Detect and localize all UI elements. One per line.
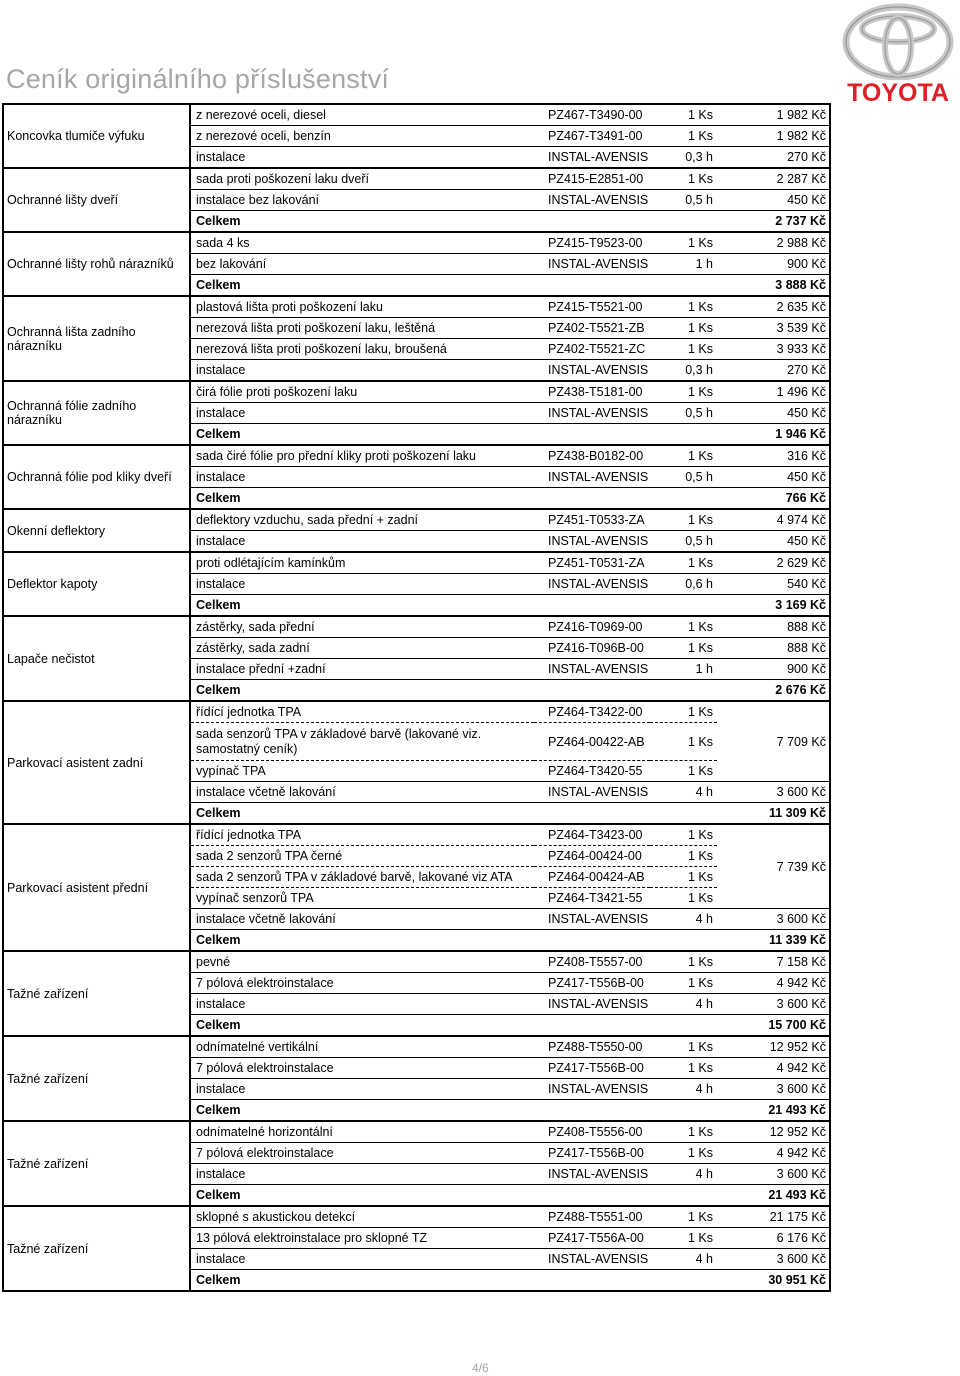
category-label: Koncovka tlumiče výfuku	[3, 104, 190, 168]
item-quantity: 1 Ks	[650, 232, 717, 254]
item-price: 270 Kč	[717, 360, 830, 382]
item-description: sada senzorů TPA v základové barvě (lakované viz. samostatný ceník)	[190, 723, 534, 761]
item-description: 7 pólová elektroinstalace	[190, 1058, 534, 1079]
item-code: INSTAL-AVENSIS	[534, 1164, 650, 1185]
total-price: 30 951 Kč	[717, 1270, 830, 1292]
item-code: PZ416-T096B-00	[534, 638, 650, 659]
item-description: instalace včetně lakování	[190, 909, 534, 930]
item-quantity: 4 h	[650, 1079, 717, 1100]
item-quantity	[650, 488, 717, 510]
item-quantity: 1 Ks	[650, 1121, 717, 1143]
item-price: 7 709 Kč	[717, 701, 830, 782]
item-quantity: 1 Ks	[650, 1143, 717, 1164]
item-quantity: 0,3 h	[650, 360, 717, 382]
item-price: 3 600 Kč	[717, 994, 830, 1015]
item-quantity: 1 Ks	[650, 445, 717, 467]
item-quantity: 4 h	[650, 1164, 717, 1185]
item-price: 6 176 Kč	[717, 1228, 830, 1249]
item-quantity	[650, 211, 717, 233]
toyota-emblem-icon	[836, 2, 960, 80]
category-label: Ochranná lišta zadního nárazníku	[3, 296, 190, 381]
item-code: INSTAL-AVENSIS	[534, 909, 650, 930]
item-quantity	[650, 424, 717, 446]
item-code: PZ417-T556B-00	[534, 1143, 650, 1164]
item-quantity: 1 Ks	[650, 701, 717, 723]
item-price: 12 952 Kč	[717, 1121, 830, 1143]
table-row	[3, 168, 830, 190]
category-label: Lapače nečistot	[3, 616, 190, 701]
table-row	[3, 1121, 830, 1143]
item-code: PZ402-T5521-ZB	[534, 318, 650, 339]
category-label: Parkovací asistent přední	[3, 824, 190, 951]
item-code: PZ417-T556B-00	[534, 1058, 650, 1079]
item-price: 1 496 Kč	[717, 381, 830, 403]
item-code	[534, 1100, 650, 1122]
total-label: Celkem	[190, 275, 534, 297]
category-label: Deflektor kapoty	[3, 552, 190, 616]
table-row	[3, 104, 830, 126]
item-description: sklopné s akustickou detekcí	[190, 1206, 534, 1228]
total-label: Celkem	[190, 930, 534, 952]
item-description: sada 2 senzorů TPA černé	[190, 846, 534, 867]
item-price: 3 600 Kč	[717, 1164, 830, 1185]
toyota-logo	[836, 2, 960, 106]
item-code: PZ464-00422-AB	[534, 723, 650, 761]
item-code: PZ488-T5551-00	[534, 1206, 650, 1228]
item-quantity: 1 Ks	[650, 888, 717, 909]
item-price: 2 629 Kč	[717, 552, 830, 574]
item-price: 1 982 Kč	[717, 126, 830, 147]
table-row	[3, 1036, 830, 1058]
item-description: pevné	[190, 951, 534, 973]
item-code	[534, 275, 650, 297]
item-quantity: 1 Ks	[650, 951, 717, 973]
item-description: nerezová lišta proti poškození laku, leštěná	[190, 318, 534, 339]
total-price: 2 676 Kč	[717, 680, 830, 702]
item-code: PZ464-T3422-00	[534, 701, 650, 723]
item-quantity: 0,5 h	[650, 531, 717, 553]
item-description: instalace	[190, 994, 534, 1015]
item-description: sada 2 senzorů TPA v základové barvě, lakované viz ATA	[190, 867, 534, 888]
item-description: instalace	[190, 1164, 534, 1185]
item-price: 900 Kč	[717, 254, 830, 275]
item-quantity: 4 h	[650, 909, 717, 930]
item-description: sada proti poškození laku dveří	[190, 168, 534, 190]
item-code: INSTAL-AVENSIS	[534, 147, 650, 169]
item-quantity: 1 h	[650, 659, 717, 680]
item-description: řídící jednotka TPA	[190, 824, 534, 846]
item-description: sada čiré fólie pro přední kliky proti poškození laku	[190, 445, 534, 467]
item-description: instalace přední +zadní	[190, 659, 534, 680]
item-code: PZ416-T0969-00	[534, 616, 650, 638]
table-row	[3, 509, 830, 531]
logo-wordmark: TOYOTA	[847, 79, 949, 107]
category-label: Okenní deflektory	[3, 509, 190, 552]
item-quantity	[650, 275, 717, 297]
item-quantity: 0,5 h	[650, 403, 717, 424]
item-quantity	[650, 803, 717, 825]
item-quantity: 1 Ks	[650, 1058, 717, 1079]
item-code	[534, 1270, 650, 1292]
table-row	[3, 1206, 830, 1228]
category-label: Tažné zařízení	[3, 951, 190, 1036]
item-price: 450 Kč	[717, 467, 830, 488]
item-description: 7 pólová elektroinstalace	[190, 1143, 534, 1164]
item-code: INSTAL-AVENSIS	[534, 782, 650, 803]
item-price: 4 942 Kč	[717, 973, 830, 994]
item-price: 21 175 Kč	[717, 1206, 830, 1228]
item-quantity: 1 Ks	[650, 296, 717, 318]
item-quantity: 1 Ks	[650, 339, 717, 360]
item-price: 888 Kč	[717, 616, 830, 638]
total-price: 11 309 Kč	[717, 803, 830, 825]
item-code: INSTAL-AVENSIS	[534, 360, 650, 382]
item-code: PZ408-T5557-00	[534, 951, 650, 973]
item-price: 3 600 Kč	[717, 782, 830, 803]
item-quantity	[650, 930, 717, 952]
item-quantity: 1 Ks	[650, 761, 717, 782]
item-quantity	[650, 595, 717, 617]
table-row	[3, 296, 830, 318]
category-label: Tažné zařízení	[3, 1206, 190, 1291]
table-row	[3, 381, 830, 403]
item-code: PZ438-B0182-00	[534, 445, 650, 467]
item-price: 12 952 Kč	[717, 1036, 830, 1058]
item-description: zástěrky, sada přední	[190, 616, 534, 638]
item-quantity	[650, 1185, 717, 1207]
item-code: INSTAL-AVENSIS	[534, 531, 650, 553]
total-price: 3 169 Kč	[717, 595, 830, 617]
item-description: bez lakování	[190, 254, 534, 275]
item-code: PZ402-T5521-ZC	[534, 339, 650, 360]
item-price: 3 600 Kč	[717, 1079, 830, 1100]
item-description: vypínač senzorů TPA	[190, 888, 534, 909]
item-description: čirá fólie proti poškození laku	[190, 381, 534, 403]
item-quantity: 1 Ks	[650, 973, 717, 994]
item-description: instalace	[190, 531, 534, 553]
item-price: 3 539 Kč	[717, 318, 830, 339]
item-code: PZ464-00424-AB	[534, 867, 650, 888]
item-code: INSTAL-AVENSIS	[534, 659, 650, 680]
category-label: Ochranná fólie zadního nárazníku	[3, 381, 190, 445]
item-code: PZ417-T556A-00	[534, 1228, 650, 1249]
item-code: PZ467-T3490-00	[534, 104, 650, 126]
total-label: Celkem	[190, 488, 534, 510]
item-description: zástěrky, sada zadní	[190, 638, 534, 659]
item-price: 3 600 Kč	[717, 1249, 830, 1270]
total-price: 11 339 Kč	[717, 930, 830, 952]
item-code: PZ488-T5550-00	[534, 1036, 650, 1058]
item-code	[534, 424, 650, 446]
total-price: 2 737 Kč	[717, 211, 830, 233]
item-description: instalace	[190, 467, 534, 488]
total-label: Celkem	[190, 1185, 534, 1207]
table-row	[3, 552, 830, 574]
item-price: 450 Kč	[717, 403, 830, 424]
total-price: 1 946 Kč	[717, 424, 830, 446]
item-quantity: 1 Ks	[650, 723, 717, 761]
item-price: 270 Kč	[717, 147, 830, 169]
item-quantity: 0,6 h	[650, 574, 717, 595]
item-description: instalace	[190, 1079, 534, 1100]
item-description: instalace bez lakování	[190, 190, 534, 211]
item-code: PZ438-T5181-00	[534, 381, 650, 403]
item-quantity: 1 Ks	[650, 126, 717, 147]
item-code	[534, 930, 650, 952]
category-label: Ochranná fólie pod kliky dveří	[3, 445, 190, 509]
item-price: 2 635 Kč	[717, 296, 830, 318]
item-quantity	[650, 680, 717, 702]
item-price: 4 942 Kč	[717, 1058, 830, 1079]
item-code: PZ464-T3420-55	[534, 761, 650, 782]
total-label: Celkem	[190, 211, 534, 233]
item-code: PZ464-T3423-00	[534, 824, 650, 846]
item-code	[534, 1185, 650, 1207]
item-code: INSTAL-AVENSIS	[534, 994, 650, 1015]
item-price: 450 Kč	[717, 190, 830, 211]
item-quantity: 1 Ks	[650, 552, 717, 574]
item-quantity: 1 Ks	[650, 846, 717, 867]
item-code: PZ415-E2851-00	[534, 168, 650, 190]
item-quantity: 1 h	[650, 254, 717, 275]
item-quantity: 0,5 h	[650, 190, 717, 211]
item-code: PZ467-T3491-00	[534, 126, 650, 147]
table-row	[3, 701, 830, 723]
item-code: PZ417-T556B-00	[534, 973, 650, 994]
total-label: Celkem	[190, 1270, 534, 1292]
item-description: 7 pólová elektroinstalace	[190, 973, 534, 994]
item-quantity: 1 Ks	[650, 1206, 717, 1228]
item-description: řídící jednotka TPA	[190, 701, 534, 723]
total-label: Celkem	[190, 680, 534, 702]
table-row	[3, 445, 830, 467]
total-label: Celkem	[190, 424, 534, 446]
item-code: INSTAL-AVENSIS	[534, 403, 650, 424]
item-quantity	[650, 1100, 717, 1122]
item-code	[534, 211, 650, 233]
total-price: 21 493 Kč	[717, 1100, 830, 1122]
item-description: sada 4 ks	[190, 232, 534, 254]
item-description: instalace	[190, 574, 534, 595]
item-price: 316 Kč	[717, 445, 830, 467]
item-quantity: 1 Ks	[650, 1228, 717, 1249]
table-row	[3, 951, 830, 973]
item-price: 2 988 Kč	[717, 232, 830, 254]
page-title: Ceník originálního příslušenství	[6, 64, 390, 94]
item-quantity: 1 Ks	[650, 1036, 717, 1058]
total-label: Celkem	[190, 1100, 534, 1122]
item-description: instalace včetně lakování	[190, 782, 534, 803]
item-price: 450 Kč	[717, 531, 830, 553]
total-label: Celkem	[190, 1015, 534, 1037]
total-label: Celkem	[190, 595, 534, 617]
item-description: z nerezové oceli, benzín	[190, 126, 534, 147]
item-code: INSTAL-AVENSIS	[534, 1079, 650, 1100]
item-code: PZ451-T0533-ZA	[534, 509, 650, 531]
table-row	[3, 824, 830, 846]
item-quantity: 4 h	[650, 994, 717, 1015]
item-code: PZ408-T5556-00	[534, 1121, 650, 1143]
item-code: PZ415-T9523-00	[534, 232, 650, 254]
item-price: 7 158 Kč	[717, 951, 830, 973]
table-row	[3, 232, 830, 254]
item-quantity: 1 Ks	[650, 168, 717, 190]
item-description: instalace	[190, 360, 534, 382]
item-quantity: 1 Ks	[650, 867, 717, 888]
item-quantity: 1 Ks	[650, 381, 717, 403]
total-price: 15 700 Kč	[717, 1015, 830, 1037]
item-price: 7 739 Kč	[717, 824, 830, 909]
item-price: 3 600 Kč	[717, 909, 830, 930]
category-label: Ochranné lišty dveří	[3, 168, 190, 232]
item-description: instalace	[190, 147, 534, 169]
item-description: deflektory vzduchu, sada přední + zadní	[190, 509, 534, 531]
category-label: Tažné zařízení	[3, 1036, 190, 1121]
table-row	[3, 616, 830, 638]
item-description: instalace	[190, 403, 534, 424]
item-price: 4 942 Kč	[717, 1143, 830, 1164]
item-code	[534, 488, 650, 510]
item-description: proti odlétajícím kamínkům	[190, 552, 534, 574]
item-quantity: 4 h	[650, 1249, 717, 1270]
item-code: INSTAL-AVENSIS	[534, 190, 650, 211]
total-price: 21 493 Kč	[717, 1185, 830, 1207]
page-number: 4/6	[472, 1361, 489, 1375]
item-code	[534, 803, 650, 825]
item-code: PZ464-T3421-55	[534, 888, 650, 909]
item-price: 900 Kč	[717, 659, 830, 680]
item-code: PZ451-T0531-ZA	[534, 552, 650, 574]
item-quantity	[650, 1015, 717, 1037]
item-description: z nerezové oceli, diesel	[190, 104, 534, 126]
item-code: PZ415-T5521-00	[534, 296, 650, 318]
price-table	[2, 103, 831, 1292]
category-label: Ochranné lišty rohů nárazníků	[3, 232, 190, 296]
item-description: instalace	[190, 1249, 534, 1270]
item-description: odnímatelné vertikální	[190, 1036, 534, 1058]
category-label: Parkovací asistent zadní	[3, 701, 190, 824]
item-description: nerezová lišta proti poškození laku, broušená	[190, 339, 534, 360]
item-price: 888 Kč	[717, 638, 830, 659]
item-quantity: 4 h	[650, 782, 717, 803]
item-quantity: 0,5 h	[650, 467, 717, 488]
item-quantity: 1 Ks	[650, 616, 717, 638]
item-price: 1 982 Kč	[717, 104, 830, 126]
item-description: 13 pólová elektroinstalace pro sklopné TZ	[190, 1228, 534, 1249]
item-quantity: 1 Ks	[650, 509, 717, 531]
item-price: 2 287 Kč	[717, 168, 830, 190]
item-code	[534, 680, 650, 702]
item-price: 4 974 Kč	[717, 509, 830, 531]
total-label: Celkem	[190, 803, 534, 825]
item-code: INSTAL-AVENSIS	[534, 574, 650, 595]
item-quantity: 1 Ks	[650, 824, 717, 846]
item-code: INSTAL-AVENSIS	[534, 254, 650, 275]
item-description: plastová lišta proti poškození laku	[190, 296, 534, 318]
item-quantity: 1 Ks	[650, 638, 717, 659]
category-label: Tažné zařízení	[3, 1121, 190, 1206]
item-quantity: 1 Ks	[650, 318, 717, 339]
item-code: INSTAL-AVENSIS	[534, 467, 650, 488]
item-code	[534, 595, 650, 617]
item-quantity	[650, 1270, 717, 1292]
item-code	[534, 1015, 650, 1037]
item-price: 3 933 Kč	[717, 339, 830, 360]
item-quantity: 1 Ks	[650, 104, 717, 126]
item-description: odnímatelné horizontální	[190, 1121, 534, 1143]
item-description: vypínač TPA	[190, 761, 534, 782]
item-price: 540 Kč	[717, 574, 830, 595]
item-quantity: 0,3 h	[650, 147, 717, 169]
item-code: INSTAL-AVENSIS	[534, 1249, 650, 1270]
total-price: 766 Kč	[717, 488, 830, 510]
item-code: PZ464-00424-00	[534, 846, 650, 867]
total-price: 3 888 Kč	[717, 275, 830, 297]
